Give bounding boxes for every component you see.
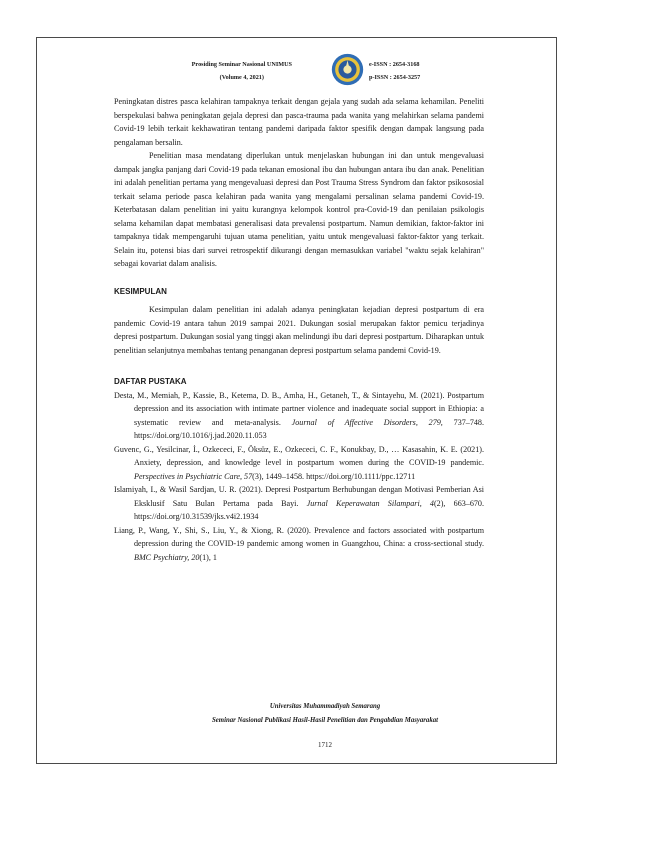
conclusion-paragraph: Kesimpulan dalam penelitian ini adalah adanya peningkatan kejadian depresi postpartum di era pandemic Covid-19 antara tahun 2019 sampai 2021. Dukungan sosial merupakan faktor pemicu terjadinya depresi postpartum. Dukungan sosial yang tinggi akan melindungi ibu dari depresi postpartum. Diharapkan untuk penelitian selanjutnya membahas tentang penanganan depresi postpartum selama pandemi Covid-19. <box>114 305 484 355</box>
reference-item: Liang, P., Wang, Y., Shi, S., Liu, Y., & Xiong, R. (2020). Prevalence and factors associated with postpartum depression during the COVID-19 pandemic among women in Guangzhou, China: a cross-sectional study. BMC Psychiatry, 20(1), 1 <box>114 525 484 562</box>
body-paragraph-1: Peningkatan distres pasca kelahiran tampaknya terkait dengan gejala yang sudah ada selama kehamilan. Peneliti berspekulasi bahwa peningkatan gejala depresi dan pasca-trauma pada wanita yang melahirkan selama pandemi Covid-19 lebih terkait kekhawatiran tentang pandemi daripada faktor spesifik dengan dampak langsung pada pengalaman bersalin. <box>114 97 484 147</box>
journal-name: Prosiding Seminar Nasional UNIMUS <box>191 61 292 68</box>
reference-item: Guvenc, G., Yesilcinar, İ., Ozkececi, F., Öksüz, E., Ozkececi, C. F., Konukbay, D., … Kasasahin, K. E. (2021). Anxiety, depression, and knowledge level in postpartum women during the COVID-19 pandemic. Perspectives in Psychiatric Care, 57(3), 1449–1458. https://doi.org/10.1111/ppc.12711 <box>114 444 484 481</box>
main-content <box>114 95 484 564</box>
page-header <box>0 52 650 86</box>
university-logo-icon <box>331 53 364 86</box>
journal-volume: (Volume 4, 2021) <box>219 74 264 81</box>
reference-item: Desta, M., Memiah, P., Kassie, B., Ketema, D. B., Amha, H., Getaneh, T., & Sintayehu, M. (2021). Postpartum depression and its association with intimate partner violence and inadequate social support in Ethiopia: a systematic review and meta-analysis. Journal of Affective Disorders, 279, 737–748. https://doi.org/10.1016/j.jad.2020.11.053 <box>114 390 484 440</box>
body-paragraph-2: Penelitian masa mendatang diperlukan untuk menjelaskan hubungan ini dan untuk mengevaluasi dampak jangka panjang dari Covid-19 pada tekanan emosional ibu dan hubungan antara ibu dan anak. Penelitian ini adalah penelitian pertama yang mengevaluasi depresi dan Post Trauma Stress Syndrom dan faktor psikososial terkait selama periode pasca kelahiran pada wanita yang mengalami persalinan selama pandemi Covid-19. Keterbatasan dalam penelitian ini yaitu kurangnya kelompok kontrol pra-Covid-19 dan penilaian psikologis selama kehamilan dapat membatasi generalisasi data prevalensi postpartum. Namun demikian, faktor-faktor ini tampaknya tidak mempengaruhi tujuan utama penelitian, yaitu untuk mengevaluasi faktor-faktor yang terkait. Selain itu, potensi bias dari survei retrospektif dikurangi dengan memasukkan variabel "waktu sejak kelahiran" sebagai kovariat dalam analisis. <box>114 151 484 268</box>
journal-title <box>192 58 292 84</box>
footer-university: Universitas Muhammadiyah Semarang <box>269 703 381 710</box>
issn-info <box>369 58 420 84</box>
footer-seminar: Seminar Nasional Publikasi Hasil-Hasil Penelitian dan Pengabdian Masyarakat <box>211 717 439 724</box>
page-number: 1712 <box>318 741 332 749</box>
pissn: p-ISSN : 2654-3257 <box>369 74 421 81</box>
eissn: e-ISSN : 2654-3168 <box>369 61 420 68</box>
conclusion-heading: KESIMPULAN <box>114 286 167 296</box>
reference-item: Islamiyah, I., & Wasil Sardjan, U. R. (2021). Depresi Postpartum Berhubungan dengan Motivasi Pemberian Asi Eksklusif Satu Bulan Pertama pada Bayi. Jurnal Keperawatan Silampari, 4(2), 663–670. https://doi.org/10.31539/jks.v4i2.1934 <box>114 485 484 521</box>
references-heading: DAFTAR PUSTAKA <box>114 377 187 386</box>
reference-list <box>114 389 484 565</box>
